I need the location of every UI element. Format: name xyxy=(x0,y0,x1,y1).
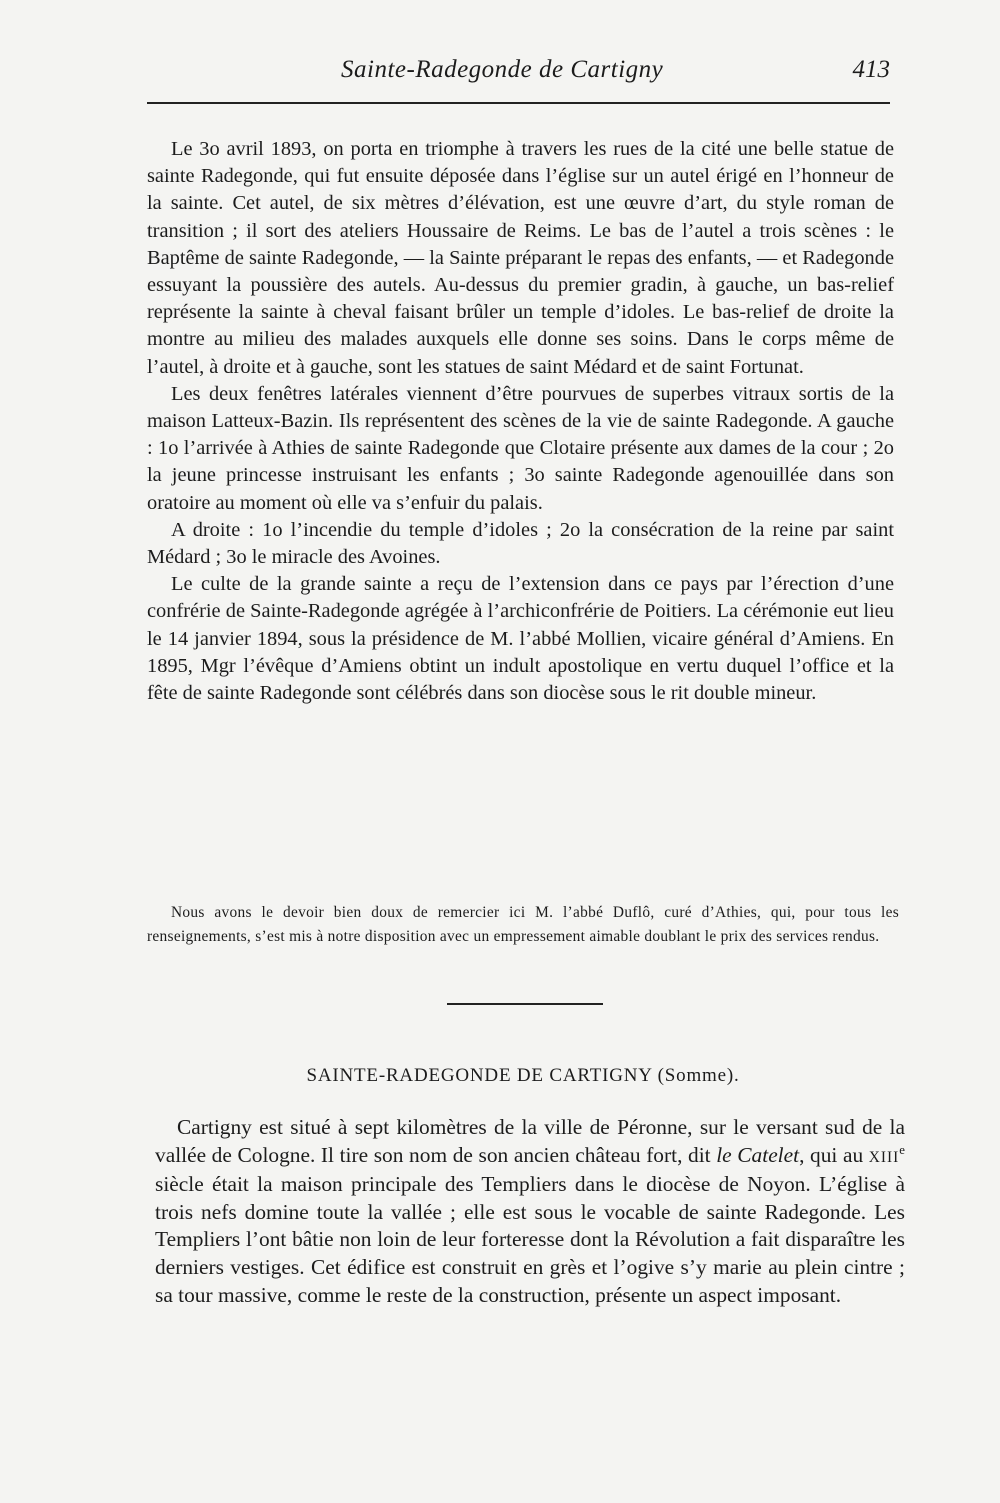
main-text xyxy=(147,136,894,707)
page-number: 413 xyxy=(852,56,890,83)
header-rule xyxy=(147,102,890,104)
paragraph-cult: Le culte de la grande sainte a reçu de l’extension dans ce pays par l’érection d’une confrérie de Sainte-Radegonde agrégée à l’archiconfrérie de Poitiers. La cérémonie eut lieu le 14 janvier 1894, sous la présidence de M. l’abbé Mollien, vicaire général d’Amiens. En 1895, Mgr l’évêque d’Amiens obtint un indult apostolique en vertu duquel l’office et la fête de sainte Radegonde sont célébrés dans son diocèse sous le rit double mineur. xyxy=(147,573,894,705)
century-superscript: e xyxy=(899,1142,905,1157)
cartigny-place-name: le Catelet xyxy=(716,1142,800,1167)
cartigny-text xyxy=(155,1114,905,1309)
running-title: Sainte-Radegonde de Cartigny xyxy=(341,56,664,83)
footnote: Nous avons le devoir bien doux de remercier ici M. l’abbé Duflô, curé d’Athies, qui, pour tous les renseignements, s’est mis à notre disposition avec un empressement aimable doublant le prix des services rendus. xyxy=(147,904,899,945)
century-roman-numeral: XIII xyxy=(868,1148,900,1166)
section-separator xyxy=(447,1003,603,1005)
paragraph-windows: Les deux fenêtres latérales viennent d’être pourvues de superbes vitraux sortis de la maison Latteux-Bazin. Ils représentent des scènes de la vie de sainte Radegonde. A gauche : 1o l’arrivée à Athies de sainte Radegonde que Clotaire présente aux dames de la cour ; 2o la jeune princesse instruisant les enfants ; 3o sainte Radegonde agenouillée dans son oratoire au moment où elle va s’enfuir du palais. xyxy=(147,382,894,514)
paragraph-cartigny xyxy=(155,1114,905,1309)
paragraph-altar: Le 3o avril 1893, on porta en triomphe à travers les rues de la cité une belle statue de sainte Radegonde, qui fut ensuite déposée dans l’église sur un autel érigé en l’honneur de la sainte. Cet autel, de six mètres d’élévation, est une œuvre d’art, du style roman de transition ; il sort des ateliers Houssaire de Reims. Le bas de l’autel a trois scènes : le Baptême de sainte Radegonde, — la Sainte préparant le repas des enfants, — et Radegonde essuyant la poussière des autels. Au-dessus du premier gradin, à gauche, un bas-relief représente la sainte à cheval faisant brûler un temple d’idoles. Le bas-relief de droite la montre au milieu des malades auxquels elle donne ses soins. Dans le corps même de l’autel, à droite et à gauche, sont les statues de saint Médard et de saint Fortunat. xyxy=(147,138,894,378)
running-header xyxy=(147,52,890,92)
section-heading: SAINTE-RADEGONDE DE CARTIGNY (Somme). xyxy=(306,1065,740,1086)
cartigny-text-part-b: , qui au xyxy=(799,1142,869,1167)
cartigny-text-part-c: siècle était la maison principale des Templiers dans le diocèse de Noyon. L’église à trois nefs domine toute la vallée ; elle est sous le vocable de sainte Radegonde. Les Templiers l’ont bâtie non loin de leur forteresse dont la Révolution a fait disparaître les derniers vestiges. Cet édifice est construit en grès et l’ogive s’y marie au plein cintre ; sa tour massive, comme le reste de la construction, présente un aspect imposant. xyxy=(155,1172,905,1307)
cartigny-text-part-a: Cartigny est situé à sept kilomètres de la ville de Péronne, sur le versant sud de la vallée de Cologne. Il tire son nom de son ancien château fort, dit xyxy=(155,1115,905,1167)
paragraph-right-window: A droite : 1o l’incendie du temple d’idoles ; 2o la consécration de la reine par saint Médard ; 3o le miracle des Avoines. xyxy=(147,518,894,569)
